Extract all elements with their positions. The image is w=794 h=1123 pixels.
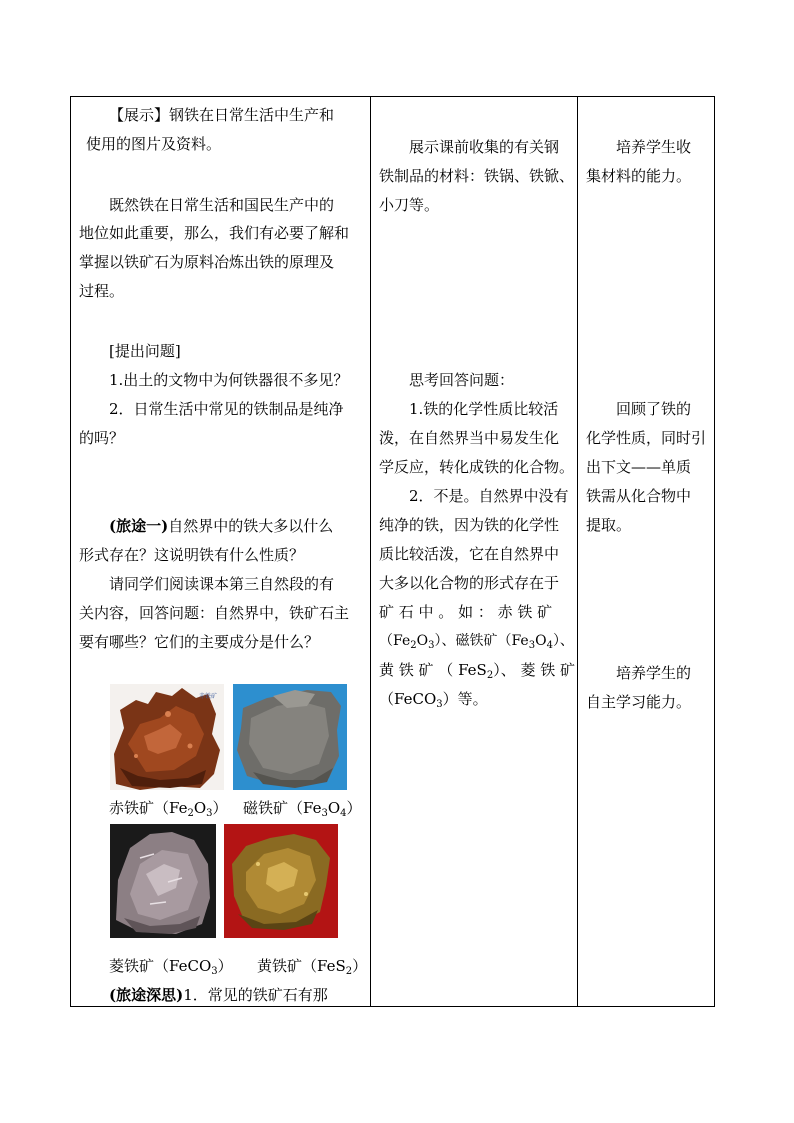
question-heading: [提出问题] bbox=[109, 342, 181, 360]
hematite-photo bbox=[110, 684, 224, 790]
intent-2-line-2: 化学性质，同时引 bbox=[586, 429, 707, 447]
intent-3-line-2: 自主学习能力。 bbox=[586, 693, 692, 711]
show-line-1: 【展示】钢铁在日常生活中生产和 bbox=[109, 106, 335, 124]
question-2-line-1: 2．日常生活中常见的铁制品是纯净 bbox=[109, 400, 344, 418]
design-intent-cell bbox=[578, 97, 715, 1007]
student-line-2: 铁制品的材料：铁锅、铁锨、 bbox=[379, 167, 575, 185]
intent-2-line-1: 回顾了铁的 bbox=[616, 400, 692, 418]
siderite-photo bbox=[110, 824, 216, 938]
intro-line-4: 过程。 bbox=[79, 282, 125, 300]
answer-2-formula-line-3: （FeCO$_3$）等。 bbox=[379, 690, 488, 710]
photo-label: 赤铁矿 bbox=[198, 693, 217, 700]
magnetite-photo bbox=[233, 684, 347, 790]
hematite-caption: 赤铁矿$(Fe_2O_3)$ bbox=[109, 799, 228, 819]
answer-1-line-1: 1.铁的化学性质比较活 bbox=[409, 400, 559, 418]
lesson-plan-table bbox=[70, 96, 715, 1007]
siderite-caption: 菱铁矿（FeCO$_3$） bbox=[109, 957, 233, 977]
deep-thinking-line: (旅途深思)1．常见的铁矿石有那 bbox=[109, 986, 328, 1004]
answer-1-line-2: 泼，在自然界当中易发生化 bbox=[379, 429, 560, 447]
answer-2-formula-line-2: 黄 铁 矿 （ FeS$_2$）、 菱 铁 矿 bbox=[379, 661, 576, 681]
show-line-2: 使用的图片及资料。 bbox=[86, 135, 222, 153]
intent-2-line-3: 出下文——单质 bbox=[586, 458, 692, 476]
answer-2-line-1: 2．不是。自然界中没有 bbox=[409, 487, 569, 505]
pyrite-photo bbox=[224, 824, 338, 938]
answer-2-line-5: 矿 石 中 。 如 ： 赤 铁 矿 bbox=[379, 603, 553, 621]
student-activity-cell bbox=[371, 97, 578, 1007]
magnetite-caption: 磁铁矿$(Fe_3O_4)$ bbox=[243, 799, 362, 819]
question-2-line-2: 的吗？ bbox=[79, 429, 125, 447]
pyrite-caption: 黄铁矿（FeS$_2$） bbox=[257, 957, 368, 977]
answer-1-line-3: 学反应，转化成铁的化合物。 bbox=[379, 458, 575, 476]
reading-line-3: 要有哪些？它们的主要成分是什么？ bbox=[79, 633, 320, 651]
intent-1-line-1: 培养学生收 bbox=[616, 138, 692, 156]
answer-2-line-4: 大多以化合物的形式存在于 bbox=[379, 574, 560, 592]
answer-2-line-2: 纯净的铁，因为铁的化学性 bbox=[379, 516, 560, 534]
intent-2-line-4: 铁需从化合物中 bbox=[586, 487, 692, 505]
intro-line-1: 既然铁在日常生活和国民生产中的 bbox=[109, 196, 335, 214]
reading-line-2: 关内容，回答问题：自然界中，铁矿石主 bbox=[79, 604, 350, 622]
intent-1-line-2: 集材料的能力。 bbox=[586, 167, 692, 185]
intent-2-line-5: 提取。 bbox=[586, 516, 632, 534]
intro-line-3: 掌握以铁矿石为原料冶炼出铁的原理及 bbox=[79, 253, 335, 271]
reading-line-1: 请同学们阅读课本第三自然段的有 bbox=[109, 575, 335, 593]
think-prompt: 思考回答问题： bbox=[409, 371, 515, 389]
deep-thinking-tag: (旅途深思) bbox=[109, 986, 184, 1004]
intro-line-2: 地位如此重要，那么，我们有必要了解和 bbox=[79, 224, 350, 242]
journey-1-line-2: 形式存在？这说明铁有什么性质？ bbox=[79, 546, 305, 564]
question-1: 1.出土的文物中为何铁器很不多见？ bbox=[109, 371, 349, 389]
table-row bbox=[71, 97, 715, 1007]
answer-2-formula-line-1: $(Fe_2O_3)$、磁铁矿$(Fe_3O_4)$、 bbox=[379, 633, 574, 651]
intent-3-line-1: 培养学生的 bbox=[616, 664, 692, 682]
student-line-3: 小刀等。 bbox=[379, 196, 440, 214]
answer-2-line-3: 质比较活泼，它在自然界中 bbox=[379, 545, 560, 563]
journey-1-line-1: (旅途一)自然界中的铁大多以什么 bbox=[109, 517, 334, 535]
student-line-1: 展示课前收集的有关钢 bbox=[409, 138, 560, 156]
teacher-activity-cell bbox=[71, 97, 371, 1007]
show-tag: 【展示】 bbox=[109, 106, 170, 124]
journey-1-tag: (旅途一) bbox=[109, 517, 169, 535]
